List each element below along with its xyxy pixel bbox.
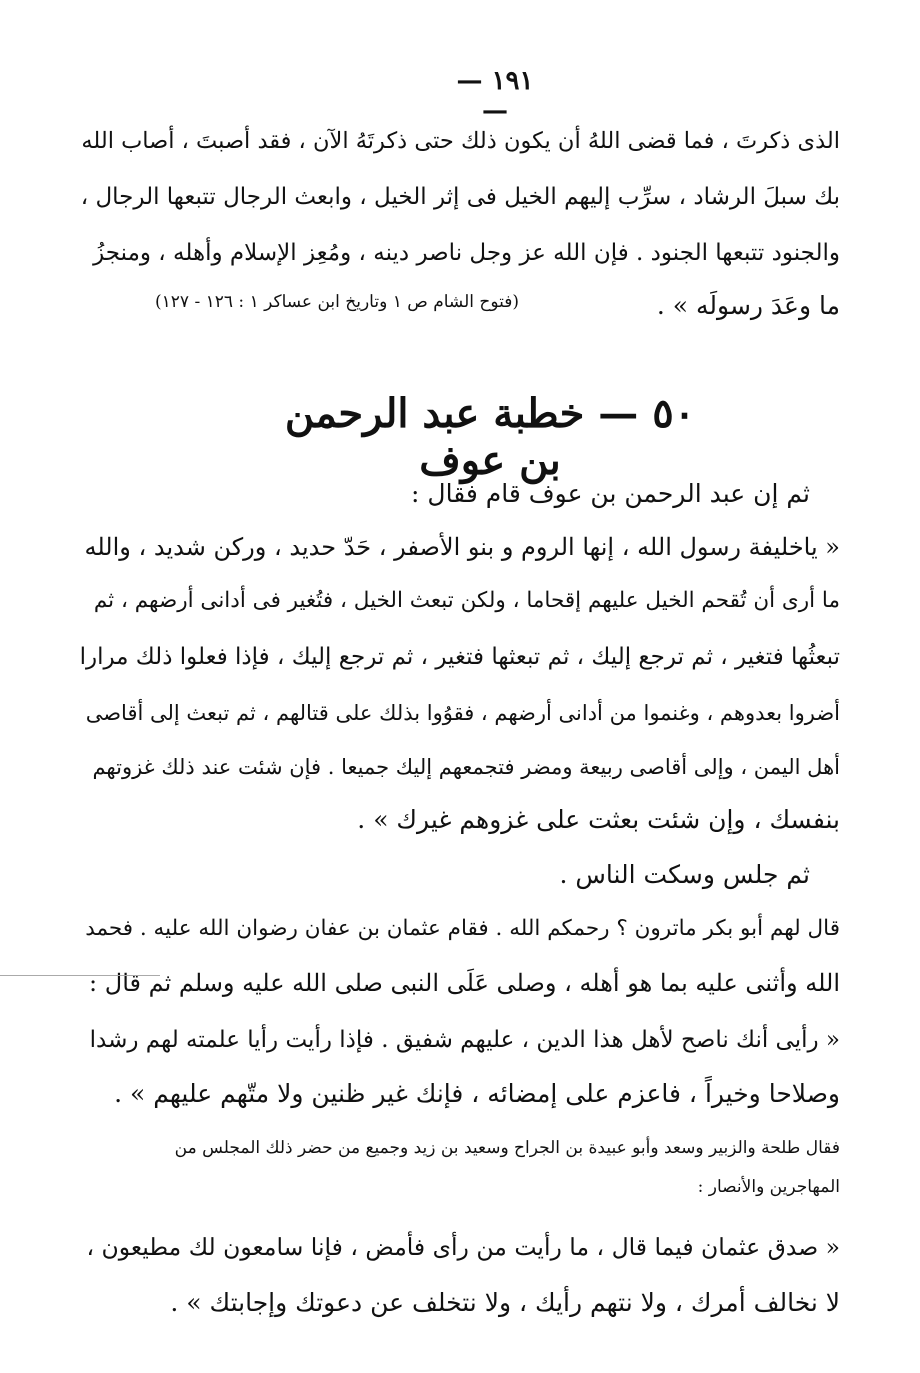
note-line: المهاجرين والأنصار : xyxy=(697,1177,840,1197)
note-line: فقال طلحة والزبير وسعد وأبو عبيدة بن الجراح وسعيد بن زيد وجميع من حضر ذلك المجلس من xyxy=(174,1138,840,1158)
scan-mark xyxy=(0,975,160,976)
text-line: الله وأثنى عليه بما هو أهله ، وصلى عَلَى النبى صلى الله عليه وسلم ثم قال : xyxy=(89,969,840,997)
text-line: « رأيى أنك ناصح لأهل هذا الدين ، عليهم شفيق . فإذا رأيت رأيا علمته لهم رشدا xyxy=(89,1027,840,1053)
text-line: بك سبلَ الرشاد ، سرِّب إليهم الخيل فى إثر الخيل ، وابعث الرجال تتبعها الرجال ، xyxy=(80,184,840,210)
text-line: تبعثُها فتغير ، ثم ترجع إليك ، ثم تبعثها فتغير ، ثم ترجع إليك ، فإذا فعلوا ذلك مرارا xyxy=(79,644,840,670)
page-number: — ١٩١ — xyxy=(456,66,534,126)
text-line: ما أرى أن تُقحم الخيل عليهم إقحاما ، ولكن تبعث الخيل ، فتُغير فى أدانى أرضهم ، ثم xyxy=(93,588,840,613)
text-line: أضروا بعدوهم ، وغنموا من أدانى أرضهم ، فقوُوا بذلك على قتالهم ، ثم تبعث إلى أقاصى xyxy=(85,701,840,725)
text-line: والجنود تتبعها الجنود . فإن الله عز وجل ناصر دينه ، ومُعِز الإسلام وأهله ، ومنجزُ xyxy=(93,240,840,266)
section-heading: ٥٠ — خطبة عبد الرحمن بن عوف xyxy=(284,390,696,484)
text-line: أهل اليمن ، وإلى أقاصى ربيعة ومضر فتجمعهم إليك جميعا . فإن شئت عند ذلك غزوتهم xyxy=(92,755,840,779)
text-line: الذى ذكرتَ ، فما قضى اللهُ أن يكون ذلك حتى ذكرتَهُ الآن ، فقد أصبتَ ، أصاب الله xyxy=(81,128,840,154)
text-line: قال لهم أبو بكر ماترون ؟ رحمكم الله . فقام عثمان بن عفان رضوان الله عليه . فحمد xyxy=(85,916,840,941)
text-line: بنفسك ، وإن شئت بعثت على غزوهم غيرك » . xyxy=(357,805,840,834)
text-line: « صدق عثمان فيما قال ، ما رأيت من رأى فأمض ، فإنا سامعون لك مطيعون ، xyxy=(86,1233,840,1261)
citation: (فتوح الشام ص ١ وتاريخ ابن عساكر ١ : ١٢٦ - ١٢٧) xyxy=(155,292,520,312)
text-line: ما وعَدَ رسولَه » . xyxy=(656,291,840,320)
text-line: ثم إن عبد الرحمن بن عوف قام فقال : xyxy=(411,479,810,508)
text-line: « ياخليفة رسول الله ، إنها الروم و بنو الأصفر ، حَدّ حديد ، وركن شديد ، والله xyxy=(84,533,840,561)
text-line: لا نخالف أمرك ، ولا نتهم رأيك ، ولا نتخلف عن دعوتك وإجابتك » . xyxy=(170,1288,840,1317)
text-line: ثم جلس وسكت الناس . xyxy=(559,860,810,889)
text-line: وصلاحا وخيراً ، فاعزم على إمضائه ، فإنك غير ظنين ولا متّهم عليهم » . xyxy=(114,1079,840,1108)
